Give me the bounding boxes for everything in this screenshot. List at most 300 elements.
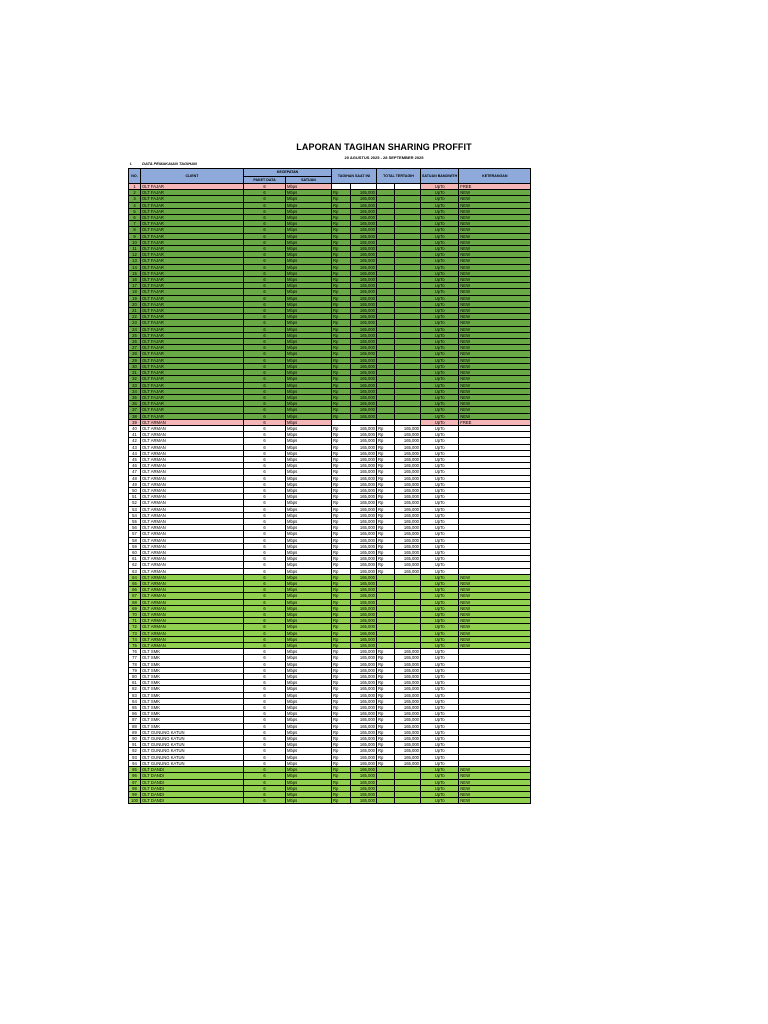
cell-tagihan-amount[interactable]: 165,000 bbox=[351, 469, 377, 475]
cell-client[interactable]: OLT ARMAN bbox=[141, 481, 244, 487]
cell-satuan-bandwith[interactable]: UpTo bbox=[421, 723, 459, 729]
cell-keterangan[interactable]: NEW bbox=[459, 326, 531, 332]
cell-client[interactable]: OLT ARMAN bbox=[141, 581, 244, 587]
cell-tagihan-amount[interactable]: 165,000 bbox=[351, 537, 377, 543]
cell-total-currency[interactable]: Rp bbox=[377, 512, 395, 518]
cell-no[interactable]: 41 bbox=[129, 432, 141, 438]
cell-total-currency[interactable]: Rp bbox=[377, 494, 395, 500]
cell-total-amount[interactable]: 165,000 bbox=[395, 674, 421, 680]
cell-tagihan-amount[interactable]: 165,000 bbox=[351, 599, 377, 605]
cell-client[interactable]: OLT DANDI bbox=[141, 791, 244, 797]
cell-satuan-bandwith[interactable]: UpTo bbox=[421, 401, 459, 407]
cell-total-currency[interactable]: Rp bbox=[377, 692, 395, 698]
cell-client[interactable]: OLT FAJAR bbox=[141, 270, 244, 276]
cell-tagihan-amount[interactable]: 165,000 bbox=[351, 277, 377, 283]
cell-satuan[interactable]: Mbps bbox=[286, 413, 332, 419]
cell-paket-data[interactable]: 6 bbox=[244, 388, 286, 394]
cell-client[interactable]: OLT DANDI bbox=[141, 767, 244, 773]
cell-keterangan[interactable]: NEW bbox=[459, 264, 531, 270]
cell-satuan[interactable]: Mbps bbox=[286, 432, 332, 438]
cell-tagihan-amount[interactable]: 165,000 bbox=[351, 705, 377, 711]
cell-total-amount[interactable]: 165,000 bbox=[395, 729, 421, 735]
cell-client[interactable]: OLT ARMAN bbox=[141, 475, 244, 481]
cell-satuan-bandwith[interactable]: UpTo bbox=[421, 674, 459, 680]
cell-client[interactable]: OLT FAJAR bbox=[141, 339, 244, 345]
cell-tagihan-amount[interactable]: 165,000 bbox=[351, 320, 377, 326]
cell-client[interactable]: OLT SMK bbox=[141, 723, 244, 729]
cell-no[interactable]: 86 bbox=[129, 711, 141, 717]
cell-tagihan-currency[interactable]: Rp bbox=[332, 686, 351, 692]
cell-satuan[interactable]: Mbps bbox=[286, 401, 332, 407]
cell-satuan-bandwith[interactable]: UpTo bbox=[421, 326, 459, 332]
cell-tagihan-currency[interactable]: Rp bbox=[332, 401, 351, 407]
cell-no[interactable]: 44 bbox=[129, 450, 141, 456]
cell-no[interactable]: 88 bbox=[129, 723, 141, 729]
cell-satuan-bandwith[interactable]: UpTo bbox=[421, 742, 459, 748]
cell-tagihan-currency[interactable]: Rp bbox=[332, 227, 351, 233]
cell-tagihan-currency[interactable]: Rp bbox=[332, 320, 351, 326]
cell-client[interactable]: OLT ARMAN bbox=[141, 444, 244, 450]
cell-satuan-bandwith[interactable]: UpTo bbox=[421, 413, 459, 419]
cell-total-currency[interactable]: Rp bbox=[377, 531, 395, 537]
cell-keterangan[interactable]: NEW bbox=[459, 252, 531, 258]
cell-paket-data[interactable]: 6 bbox=[244, 581, 286, 587]
cell-paket-data[interactable]: 6 bbox=[244, 711, 286, 717]
cell-client[interactable]: OLT FAJAR bbox=[141, 394, 244, 400]
cell-satuan[interactable]: Mbps bbox=[286, 233, 332, 239]
cell-no[interactable]: 24 bbox=[129, 326, 141, 332]
cell-total-currency[interactable]: Rp bbox=[377, 425, 395, 431]
cell-satuan[interactable]: Mbps bbox=[286, 742, 332, 748]
cell-paket-data[interactable]: 6 bbox=[244, 438, 286, 444]
cell-client[interactable]: OLT FAJAR bbox=[141, 202, 244, 208]
cell-no[interactable]: 4 bbox=[129, 202, 141, 208]
cell-tagihan-currency[interactable]: Rp bbox=[332, 326, 351, 332]
cell-paket-data[interactable]: 6 bbox=[244, 612, 286, 618]
cell-total-currency[interactable]: Rp bbox=[377, 525, 395, 531]
cell-client[interactable]: OLT SMK bbox=[141, 661, 244, 667]
cell-keterangan[interactable]: NEW bbox=[459, 221, 531, 227]
cell-paket-data[interactable]: 6 bbox=[244, 376, 286, 382]
cell-satuan-bandwith[interactable]: UpTo bbox=[421, 301, 459, 307]
cell-paket-data[interactable]: 6 bbox=[244, 767, 286, 773]
cell-total-currency[interactable]: Rp bbox=[377, 742, 395, 748]
cell-tagihan-amount[interactable]: 165,000 bbox=[351, 500, 377, 506]
cell-satuan[interactable]: Mbps bbox=[286, 215, 332, 221]
cell-total-currency[interactable]: Rp bbox=[377, 705, 395, 711]
cell-client[interactable]: OLT FAJAR bbox=[141, 314, 244, 320]
cell-satuan-bandwith[interactable]: UpTo bbox=[421, 277, 459, 283]
cell-paket-data[interactable]: 6 bbox=[244, 308, 286, 314]
cell-tagihan-amount[interactable]: 165,000 bbox=[351, 432, 377, 438]
cell-tagihan-currency[interactable]: Rp bbox=[332, 215, 351, 221]
cell-paket-data[interactable]: 6 bbox=[244, 264, 286, 270]
cell-paket-data[interactable]: 6 bbox=[244, 537, 286, 543]
cell-total-amount[interactable]: 165,000 bbox=[395, 543, 421, 549]
cell-no[interactable]: 36 bbox=[129, 401, 141, 407]
cell-keterangan[interactable]: NEW bbox=[459, 246, 531, 252]
cell-no[interactable]: 38 bbox=[129, 413, 141, 419]
cell-satuan[interactable]: Mbps bbox=[286, 444, 332, 450]
cell-no[interactable]: 32 bbox=[129, 376, 141, 382]
cell-client[interactable]: OLT FAJAR bbox=[141, 345, 244, 351]
header-total[interactable]: TOTAL TERTAGIH bbox=[377, 169, 421, 184]
cell-satuan[interactable]: Mbps bbox=[286, 425, 332, 431]
cell-total-amount[interactable]: 165,000 bbox=[395, 469, 421, 475]
cell-tagihan-amount[interactable]: 165,000 bbox=[351, 568, 377, 574]
cell-tagihan-currency[interactable]: Rp bbox=[332, 388, 351, 394]
cell-satuan-bandwith[interactable]: UpTo bbox=[421, 370, 459, 376]
cell-client[interactable]: OLT ARMAN bbox=[141, 512, 244, 518]
cell-satuan[interactable]: Mbps bbox=[286, 246, 332, 252]
cell-satuan[interactable]: Mbps bbox=[286, 767, 332, 773]
cell-client[interactable]: OLT SMK bbox=[141, 674, 244, 680]
cell-tagihan-currency[interactable]: Rp bbox=[332, 630, 351, 636]
cell-no[interactable]: 63 bbox=[129, 568, 141, 574]
cell-tagihan-currency[interactable]: Rp bbox=[332, 351, 351, 357]
cell-tagihan-amount[interactable]: 165,000 bbox=[351, 525, 377, 531]
cell-total-amount[interactable]: 165,000 bbox=[395, 444, 421, 450]
cell-total-currency[interactable]: Rp bbox=[377, 698, 395, 704]
cell-satuan[interactable]: Mbps bbox=[286, 363, 332, 369]
cell-tagihan-amount[interactable]: 165,000 bbox=[351, 456, 377, 462]
cell-satuan-bandwith[interactable]: UpTo bbox=[421, 456, 459, 462]
cell-total-currency[interactable]: Rp bbox=[377, 463, 395, 469]
cell-tagihan-amount[interactable]: 165,000 bbox=[351, 438, 377, 444]
cell-keterangan[interactable]: NEW bbox=[459, 413, 531, 419]
cell-client[interactable]: OLT FAJAR bbox=[141, 376, 244, 382]
cell-tagihan-amount[interactable]: 165,000 bbox=[351, 332, 377, 338]
cell-keterangan[interactable]: NEW bbox=[459, 190, 531, 196]
cell-no[interactable]: 35 bbox=[129, 394, 141, 400]
cell-tagihan-currency[interactable]: Rp bbox=[332, 568, 351, 574]
cell-no[interactable]: 30 bbox=[129, 363, 141, 369]
cell-no[interactable]: 12 bbox=[129, 252, 141, 258]
cell-total-amount[interactable]: 165,000 bbox=[395, 723, 421, 729]
cell-no[interactable]: 99 bbox=[129, 791, 141, 797]
cell-tagihan-currency[interactable]: Rp bbox=[332, 773, 351, 779]
cell-tagihan-currency[interactable]: Rp bbox=[332, 531, 351, 537]
cell-satuan-bandwith[interactable]: UpTo bbox=[421, 773, 459, 779]
cell-tagihan-currency[interactable]: Rp bbox=[332, 413, 351, 419]
cell-paket-data[interactable]: 6 bbox=[244, 518, 286, 524]
cell-no[interactable]: 11 bbox=[129, 246, 141, 252]
cell-tagihan-amount[interactable]: 165,000 bbox=[351, 581, 377, 587]
cell-satuan[interactable]: Mbps bbox=[286, 190, 332, 196]
cell-satuan-bandwith[interactable]: UpTo bbox=[421, 320, 459, 326]
cell-satuan-bandwith[interactable]: UpTo bbox=[421, 556, 459, 562]
cell-tagihan-currency[interactable]: Rp bbox=[332, 736, 351, 742]
cell-total-currency[interactable]: Rp bbox=[377, 680, 395, 686]
cell-no[interactable]: 2 bbox=[129, 190, 141, 196]
cell-satuan-bandwith[interactable]: UpTo bbox=[421, 252, 459, 258]
cell-paket-data[interactable]: 6 bbox=[244, 419, 286, 425]
cell-tagihan-currency[interactable]: Rp bbox=[332, 537, 351, 543]
cell-paket-data[interactable]: 6 bbox=[244, 705, 286, 711]
cell-paket-data[interactable]: 6 bbox=[244, 463, 286, 469]
cell-satuan-bandwith[interactable]: UpTo bbox=[421, 202, 459, 208]
cell-client[interactable]: OLT FAJAR bbox=[141, 413, 244, 419]
cell-satuan-bandwith[interactable]: UpTo bbox=[421, 630, 459, 636]
cell-no[interactable]: 14 bbox=[129, 264, 141, 270]
cell-total-currency[interactable]: Rp bbox=[377, 754, 395, 760]
cell-tagihan-currency[interactable]: Rp bbox=[332, 618, 351, 624]
cell-no[interactable]: 96 bbox=[129, 773, 141, 779]
cell-satuan[interactable]: Mbps bbox=[286, 549, 332, 555]
cell-client[interactable]: OLT ARMAN bbox=[141, 506, 244, 512]
cell-client[interactable]: OLT ARMAN bbox=[141, 605, 244, 611]
cell-paket-data[interactable]: 6 bbox=[244, 686, 286, 692]
cell-paket-data[interactable]: 6 bbox=[244, 549, 286, 555]
cell-client[interactable]: OLT ARMAN bbox=[141, 568, 244, 574]
cell-total-amount[interactable]: 165,000 bbox=[395, 649, 421, 655]
cell-satuan[interactable]: Mbps bbox=[286, 494, 332, 500]
cell-tagihan-amount[interactable]: 165,000 bbox=[351, 215, 377, 221]
header-tagihan[interactable]: TAGIHAN SAAT INI bbox=[332, 169, 377, 184]
cell-client[interactable]: OLT SMK bbox=[141, 692, 244, 698]
cell-tagihan-amount[interactable]: 165,000 bbox=[351, 618, 377, 624]
cell-tagihan-amount[interactable]: 165,000 bbox=[351, 562, 377, 568]
cell-paket-data[interactable]: 6 bbox=[244, 202, 286, 208]
cell-client[interactable]: OLT FAJAR bbox=[141, 308, 244, 314]
cell-tagihan-currency[interactable]: Rp bbox=[332, 332, 351, 338]
cell-tagihan-currency[interactable]: Rp bbox=[332, 339, 351, 345]
cell-satuan-bandwith[interactable]: UpTo bbox=[421, 332, 459, 338]
cell-no[interactable]: 37 bbox=[129, 407, 141, 413]
cell-paket-data[interactable]: 6 bbox=[244, 674, 286, 680]
cell-satuan-bandwith[interactable]: UpTo bbox=[421, 270, 459, 276]
cell-no[interactable]: 98 bbox=[129, 785, 141, 791]
cell-satuan[interactable]: Mbps bbox=[286, 686, 332, 692]
cell-satuan[interactable]: Mbps bbox=[286, 184, 332, 190]
cell-client[interactable]: OLT DANDI bbox=[141, 785, 244, 791]
cell-paket-data[interactable]: 6 bbox=[244, 618, 286, 624]
cell-satuan[interactable]: Mbps bbox=[286, 438, 332, 444]
cell-satuan-bandwith[interactable]: UpTo bbox=[421, 388, 459, 394]
cell-keterangan[interactable]: NEW bbox=[459, 394, 531, 400]
cell-tagihan-currency[interactable]: Rp bbox=[332, 239, 351, 245]
cell-satuan[interactable]: Mbps bbox=[286, 636, 332, 642]
cell-tagihan-currency[interactable]: Rp bbox=[332, 463, 351, 469]
cell-satuan[interactable]: Mbps bbox=[286, 729, 332, 735]
cell-satuan-bandwith[interactable]: UpTo bbox=[421, 593, 459, 599]
cell-paket-data[interactable]: 6 bbox=[244, 562, 286, 568]
cell-satuan-bandwith[interactable]: UpTo bbox=[421, 376, 459, 382]
cell-client[interactable]: OLT FAJAR bbox=[141, 277, 244, 283]
cell-satuan[interactable]: Mbps bbox=[286, 655, 332, 661]
cell-client[interactable]: OLT ARMAN bbox=[141, 494, 244, 500]
cell-paket-data[interactable]: 6 bbox=[244, 221, 286, 227]
cell-no[interactable]: 64 bbox=[129, 574, 141, 580]
cell-satuan-bandwith[interactable]: UpTo bbox=[421, 512, 459, 518]
cell-tagihan-amount[interactable]: 165,000 bbox=[351, 549, 377, 555]
cell-total-currency[interactable]: Rp bbox=[377, 674, 395, 680]
cell-tagihan-currency[interactable]: Rp bbox=[332, 581, 351, 587]
cell-client[interactable]: OLT GUNUNG KATUN bbox=[141, 742, 244, 748]
cell-tagihan-amount[interactable]: 165,000 bbox=[351, 196, 377, 202]
cell-satuan-bandwith[interactable]: UpTo bbox=[421, 363, 459, 369]
cell-tagihan-amount[interactable]: 165,000 bbox=[351, 531, 377, 537]
cell-tagihan-amount[interactable]: 165,000 bbox=[351, 308, 377, 314]
cell-satuan[interactable]: Mbps bbox=[286, 407, 332, 413]
cell-tagihan-amount[interactable]: 165,000 bbox=[351, 767, 377, 773]
cell-tagihan-amount[interactable]: 165,000 bbox=[351, 202, 377, 208]
cell-satuan-bandwith[interactable]: UpTo bbox=[421, 779, 459, 785]
cell-client[interactable]: OLT FAJAR bbox=[141, 239, 244, 245]
cell-satuan-bandwith[interactable]: UpTo bbox=[421, 227, 459, 233]
cell-no[interactable]: 45 bbox=[129, 456, 141, 462]
cell-no[interactable]: 49 bbox=[129, 481, 141, 487]
cell-satuan-bandwith[interactable]: UpTo bbox=[421, 239, 459, 245]
cell-satuan[interactable]: Mbps bbox=[286, 308, 332, 314]
cell-client[interactable]: OLT GUNUNG KATUN bbox=[141, 729, 244, 735]
cell-total-amount[interactable]: 165,000 bbox=[395, 525, 421, 531]
cell-client[interactable]: OLT ARMAN bbox=[141, 450, 244, 456]
cell-satuan-bandwith[interactable]: UpTo bbox=[421, 258, 459, 264]
cell-satuan-bandwith[interactable]: UpTo bbox=[421, 382, 459, 388]
cell-paket-data[interactable]: 6 bbox=[244, 698, 286, 704]
cell-satuan-bandwith[interactable]: UpTo bbox=[421, 692, 459, 698]
cell-tagihan-currency[interactable]: Rp bbox=[332, 500, 351, 506]
cell-client[interactable]: OLT ARMAN bbox=[141, 438, 244, 444]
cell-satuan-bandwith[interactable]: UpTo bbox=[421, 308, 459, 314]
cell-satuan[interactable]: Mbps bbox=[286, 487, 332, 493]
cell-total-amount[interactable]: 165,000 bbox=[395, 487, 421, 493]
cell-client[interactable]: OLT ARMAN bbox=[141, 574, 244, 580]
cell-paket-data[interactable]: 6 bbox=[244, 599, 286, 605]
cell-keterangan[interactable]: NEW bbox=[459, 357, 531, 363]
cell-satuan[interactable]: Mbps bbox=[286, 661, 332, 667]
cell-no[interactable]: 70 bbox=[129, 612, 141, 618]
cell-tagihan-currency[interactable]: Rp bbox=[332, 258, 351, 264]
cell-tagihan-amount[interactable]: 165,000 bbox=[351, 314, 377, 320]
cell-satuan-bandwith[interactable]: UpTo bbox=[421, 568, 459, 574]
cell-total-currency[interactable]: Rp bbox=[377, 562, 395, 568]
cell-satuan-bandwith[interactable]: UpTo bbox=[421, 450, 459, 456]
cell-total-amount[interactable]: 165,000 bbox=[395, 742, 421, 748]
cell-tagihan-amount[interactable]: 165,000 bbox=[351, 239, 377, 245]
cell-satuan-bandwith[interactable]: UpTo bbox=[421, 487, 459, 493]
cell-paket-data[interactable]: 6 bbox=[244, 487, 286, 493]
cell-no[interactable]: 56 bbox=[129, 525, 141, 531]
cell-total-amount[interactable]: 165,000 bbox=[395, 568, 421, 574]
cell-satuan[interactable]: Mbps bbox=[286, 525, 332, 531]
cell-no[interactable]: 82 bbox=[129, 686, 141, 692]
cell-paket-data[interactable]: 6 bbox=[244, 270, 286, 276]
cell-client[interactable]: OLT FAJAR bbox=[141, 184, 244, 190]
cell-total-amount[interactable]: 165,000 bbox=[395, 438, 421, 444]
cell-satuan-bandwith[interactable]: UpTo bbox=[421, 432, 459, 438]
cell-no[interactable]: 15 bbox=[129, 270, 141, 276]
cell-no[interactable]: 47 bbox=[129, 469, 141, 475]
cell-no[interactable]: 89 bbox=[129, 729, 141, 735]
cell-tagihan-amount[interactable]: 165,000 bbox=[351, 506, 377, 512]
cell-no[interactable]: 18 bbox=[129, 289, 141, 295]
cell-keterangan[interactable]: NEW bbox=[459, 624, 531, 630]
cell-keterangan[interactable]: NEW bbox=[459, 388, 531, 394]
cell-client[interactable]: OLT FAJAR bbox=[141, 363, 244, 369]
cell-client[interactable]: OLT SMK bbox=[141, 667, 244, 673]
cell-tagihan-amount[interactable]: 165,000 bbox=[351, 587, 377, 593]
cell-client[interactable]: OLT ARMAN bbox=[141, 456, 244, 462]
cell-total-amount[interactable]: 165,000 bbox=[395, 537, 421, 543]
cell-tagihan-currency[interactable]: Rp bbox=[332, 345, 351, 351]
cell-client[interactable]: OLT GUNUNG KATUN bbox=[141, 748, 244, 754]
cell-tagihan-currency[interactable]: Rp bbox=[332, 407, 351, 413]
cell-keterangan[interactable]: NEW bbox=[459, 773, 531, 779]
cell-satuan-bandwith[interactable]: UpTo bbox=[421, 767, 459, 773]
cell-paket-data[interactable]: 6 bbox=[244, 525, 286, 531]
cell-paket-data[interactable]: 6 bbox=[244, 450, 286, 456]
cell-satuan-bandwith[interactable]: UpTo bbox=[421, 506, 459, 512]
cell-paket-data[interactable]: 6 bbox=[244, 444, 286, 450]
cell-no[interactable]: 16 bbox=[129, 277, 141, 283]
cell-tagihan-amount[interactable]: 165,000 bbox=[351, 481, 377, 487]
header-satuan-bandwith[interactable]: SATUAN BANDWITH bbox=[421, 169, 459, 184]
cell-paket-data[interactable]: 6 bbox=[244, 593, 286, 599]
cell-satuan-bandwith[interactable]: UpTo bbox=[421, 649, 459, 655]
cell-client[interactable]: OLT DANDI bbox=[141, 773, 244, 779]
cell-satuan[interactable]: Mbps bbox=[286, 388, 332, 394]
cell-no[interactable]: 77 bbox=[129, 655, 141, 661]
cell-total-amount[interactable]: 165,000 bbox=[395, 432, 421, 438]
cell-satuan-bandwith[interactable]: UpTo bbox=[421, 208, 459, 214]
cell-client[interactable]: OLT SMK bbox=[141, 686, 244, 692]
cell-paket-data[interactable]: 6 bbox=[244, 760, 286, 766]
cell-tagihan-amount[interactable]: 165,000 bbox=[351, 791, 377, 797]
cell-keterangan[interactable]: NEW bbox=[459, 370, 531, 376]
cell-tagihan-currency[interactable]: Rp bbox=[332, 196, 351, 202]
cell-satuan-bandwith[interactable]: UpTo bbox=[421, 264, 459, 270]
cell-satuan[interactable]: Mbps bbox=[286, 500, 332, 506]
cell-keterangan[interactable]: NEW bbox=[459, 798, 531, 804]
cell-client[interactable]: OLT FAJAR bbox=[141, 208, 244, 214]
cell-no[interactable]: 20 bbox=[129, 301, 141, 307]
cell-keterangan[interactable]: NEW bbox=[459, 407, 531, 413]
cell-tagihan-currency[interactable]: Rp bbox=[332, 587, 351, 593]
cell-satuan[interactable]: Mbps bbox=[286, 760, 332, 766]
cell-client[interactable]: OLT ARMAN bbox=[141, 463, 244, 469]
cell-total-currency[interactable]: Rp bbox=[377, 543, 395, 549]
cell-paket-data[interactable]: 6 bbox=[244, 252, 286, 258]
cell-client[interactable]: OLT ARMAN bbox=[141, 549, 244, 555]
cell-no[interactable]: 69 bbox=[129, 605, 141, 611]
cell-total-amount[interactable] bbox=[395, 798, 421, 804]
cell-paket-data[interactable]: 6 bbox=[244, 425, 286, 431]
cell-paket-data[interactable]: 6 bbox=[244, 277, 286, 283]
cell-no[interactable]: 28 bbox=[129, 351, 141, 357]
cell-paket-data[interactable]: 6 bbox=[244, 587, 286, 593]
cell-tagihan-currency[interactable]: Rp bbox=[332, 748, 351, 754]
cell-satuan-bandwith[interactable]: UpTo bbox=[421, 481, 459, 487]
cell-client[interactable]: OLT FAJAR bbox=[141, 246, 244, 252]
cell-no[interactable]: 100 bbox=[129, 798, 141, 804]
cell-paket-data[interactable]: 6 bbox=[244, 742, 286, 748]
cell-client[interactable]: OLT ARMAN bbox=[141, 425, 244, 431]
cell-satuan-bandwith[interactable]: UpTo bbox=[421, 196, 459, 202]
cell-tagihan-amount[interactable]: 165,000 bbox=[351, 301, 377, 307]
cell-no[interactable]: 3 bbox=[129, 196, 141, 202]
cell-tagihan-currency[interactable]: Rp bbox=[332, 767, 351, 773]
cell-tagihan-currency[interactable]: Rp bbox=[332, 593, 351, 599]
cell-no[interactable]: 87 bbox=[129, 717, 141, 723]
cell-no[interactable]: 48 bbox=[129, 475, 141, 481]
cell-no[interactable]: 59 bbox=[129, 543, 141, 549]
cell-client[interactable]: OLT ARMAN bbox=[141, 432, 244, 438]
cell-no[interactable]: 84 bbox=[129, 698, 141, 704]
cell-paket-data[interactable]: 6 bbox=[244, 506, 286, 512]
cell-keterangan[interactable]: NEW bbox=[459, 612, 531, 618]
